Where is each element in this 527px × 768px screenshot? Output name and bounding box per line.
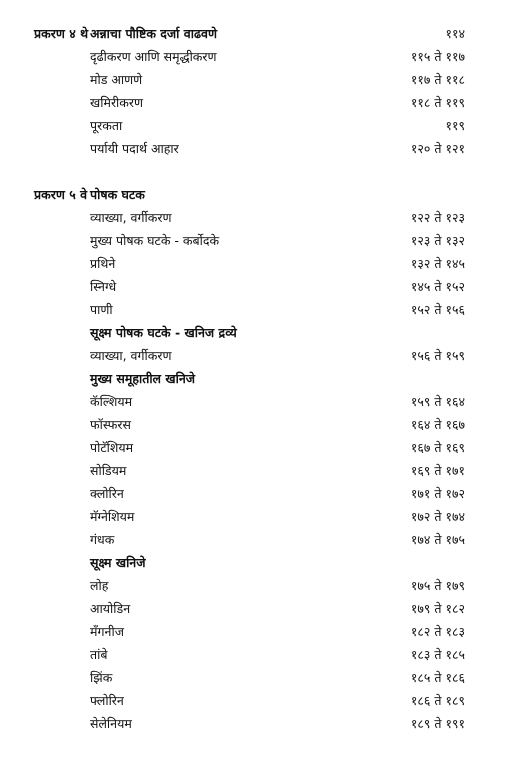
entry-page-range: ११९: [445, 118, 465, 133]
toc-entry: [0, 344, 527, 367]
entry-page-range: ११५ ते ११७: [410, 49, 465, 64]
toc-entry: [0, 459, 527, 482]
entry-label: पोटॅशियम: [90, 440, 134, 455]
entry-page-range: १६९ ते १७१: [410, 463, 465, 478]
toc-entry: [0, 68, 527, 91]
chapter-number: प्रकरण ५ वे: [34, 187, 88, 202]
toc-entry: [0, 666, 527, 689]
toc-entry: [0, 528, 527, 551]
table-of-contents: [0, 22, 527, 735]
entry-page-range: १५२ ते १५६: [410, 302, 465, 317]
chapter-title: अन्नाचा पौष्टिक दर्जा वाढवणे: [90, 26, 217, 41]
chapter-number: प्रकरण ४ थे: [34, 26, 89, 41]
toc-entry: [0, 206, 527, 229]
entry-label: मुख्य पोषक घटके - कर्बोदके: [90, 233, 220, 248]
chapter-row: [0, 22, 527, 45]
entry-label: पर्यायी पदार्थ आहार: [90, 141, 179, 156]
toc-entry: [0, 390, 527, 413]
subheading-row: [0, 551, 527, 574]
entry-label: मँगनीज: [90, 624, 124, 639]
toc-entry: [0, 275, 527, 298]
entry-label: दृढीकरण आणि समृद्धीकरण: [90, 49, 217, 64]
entry-page-range: १५९ ते १६४: [410, 394, 465, 409]
subheading-label: सूक्ष्म पोषक घटके - खनिज द्रव्ये: [90, 325, 237, 340]
entry-page-range: १८६ ते १८९: [410, 693, 465, 708]
toc-entry: [0, 229, 527, 252]
toc-entry: [0, 643, 527, 666]
entry-label: लोह: [90, 578, 109, 593]
toc-entry: [0, 413, 527, 436]
toc-entry: [0, 45, 527, 68]
subheading-label: सूक्ष्म खनिजे: [90, 555, 146, 570]
entry-label: मॅग्नेशियम: [90, 509, 135, 524]
toc-entry: [0, 91, 527, 114]
entry-page-range: १८२ ते १८३: [410, 624, 465, 639]
entry-label: सेलेनियम: [90, 716, 132, 731]
chapter-page-number: ११४: [445, 26, 465, 41]
entry-page-range: ११८ ते ११९: [410, 95, 465, 110]
entry-label: पूरकता: [90, 118, 123, 133]
entry-label: स्निग्धे: [90, 279, 117, 294]
toc-entry: [0, 436, 527, 459]
entry-label: प्रथिने: [90, 256, 116, 271]
entry-label: गंधक: [90, 532, 115, 547]
entry-page-range: १६७ ते १६९: [410, 440, 465, 455]
subheading-label: मुख्य समूहातील खनिजे: [90, 371, 196, 386]
entry-label: सोडियम: [90, 463, 127, 478]
entry-page-range: १७४ ते १७५: [410, 532, 465, 547]
entry-label: क्लोरिन: [90, 486, 124, 501]
entry-page-range: १७५ ते १७९: [410, 578, 465, 593]
toc-entry: [0, 505, 527, 528]
entry-page-range: १७१ ते १७२: [410, 486, 465, 501]
entry-page-range: १२२ ते १२३: [410, 210, 465, 225]
entry-page-range: १६४ ते १६७: [410, 417, 465, 432]
section-gap: [0, 160, 527, 183]
toc-entry: [0, 298, 527, 321]
entry-page-range: १८५ ते १८६: [410, 670, 465, 685]
toc-entry: [0, 252, 527, 275]
toc-entry: [0, 137, 527, 160]
toc-entry: [0, 482, 527, 505]
chapter-title: पोषक घटक: [90, 187, 145, 202]
entry-page-range: १८३ ते १८५: [410, 647, 465, 662]
entry-label: फॉस्फरस: [90, 417, 131, 432]
entry-label: खमिरीकरण: [90, 95, 144, 110]
chapter-row: [0, 183, 527, 206]
entry-label: व्याख्या, वर्गीकरण: [90, 210, 172, 225]
subheading-row: [0, 321, 527, 344]
entry-label: पाणी: [90, 302, 113, 317]
entry-page-range: ११७ ते ११८: [410, 72, 465, 87]
entry-page-range: १४५ ते १५२: [410, 279, 465, 294]
entry-label: झिंक: [90, 670, 113, 685]
entry-page-range: १७९ ते १८२: [410, 601, 465, 616]
entry-label: आयोडिन: [90, 601, 131, 616]
toc-entry: [0, 114, 527, 137]
entry-page-range: १२३ ते १३२: [410, 233, 465, 248]
entry-page-range: १५६ ते १५९: [410, 348, 465, 363]
toc-entry: [0, 574, 527, 597]
entry-page-range: १७२ ते १७४: [410, 509, 465, 524]
entry-label: फ्लोरिन: [90, 693, 124, 708]
entry-page-range: १३२ ते १४५: [410, 256, 465, 271]
toc-entry: [0, 597, 527, 620]
entry-page-range: १२० ते १२१: [410, 141, 465, 156]
entry-label: कॅल्शियम: [90, 394, 133, 409]
entry-page-range: १८९ ते १९१: [410, 716, 465, 731]
toc-entry: [0, 689, 527, 712]
entry-label: व्याख्या, वर्गीकरण: [90, 348, 172, 363]
entry-label: तांबे: [90, 647, 108, 662]
toc-entry: [0, 620, 527, 643]
entry-label: मोड आणणे: [90, 72, 143, 87]
toc-entry: [0, 712, 527, 735]
subheading-row: [0, 367, 527, 390]
